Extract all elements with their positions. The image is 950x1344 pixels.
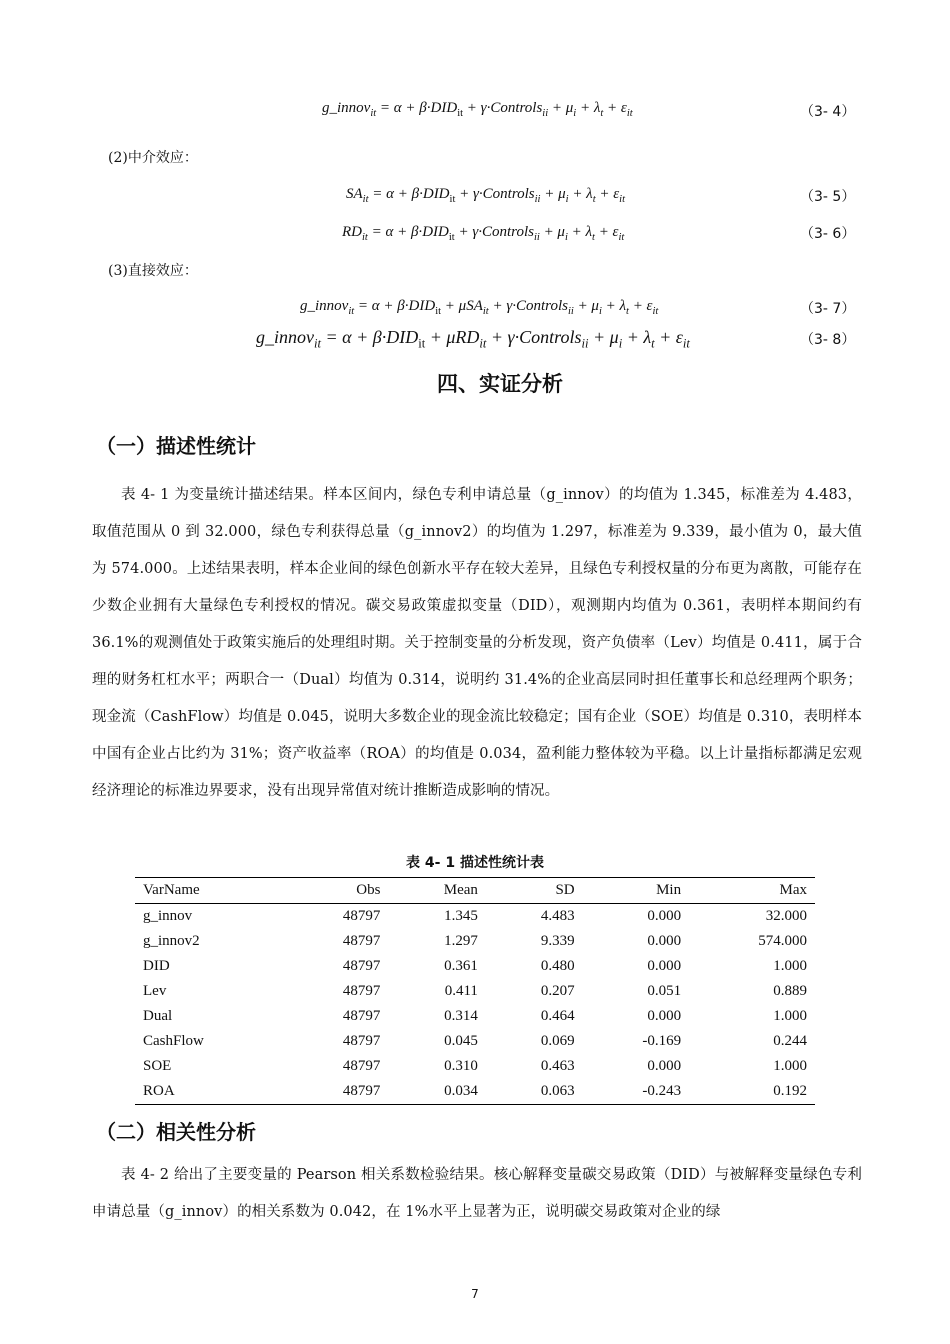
table-cell: DID	[143, 958, 170, 974]
equation-lhs: g_innov	[322, 100, 371, 116]
section-title: 四、实证分析	[437, 372, 563, 396]
table-cell: Dual	[143, 1008, 173, 1024]
table-cell: 48797	[342, 983, 381, 999]
table-cell: ROA	[143, 1083, 175, 1099]
table-row	[135, 1054, 815, 1079]
column-header: Max	[779, 882, 807, 898]
direct-effect-label: (3)直接效应：	[108, 263, 198, 279]
equation-number: （3- 6）	[800, 226, 856, 242]
table-cell: 1.297	[444, 933, 478, 949]
table-cell: 48797	[342, 1083, 381, 1099]
table-cell: 0.045	[444, 1033, 478, 1049]
table-header-row	[135, 878, 815, 904]
table-cell: -0.169	[642, 1033, 682, 1049]
equation-lhs-subscript: it	[348, 306, 355, 317]
equation-3-4: g_innov$_{it}$ = $\alpha + \beta\cdot DID_{it}$ + γ·Controls$_{ii}$ + $\mu_i + \lambda_t + \varepsilon_{it}$	[322, 100, 633, 119]
table-cell: 0.463	[540, 1058, 575, 1074]
subsection-title-descriptive: （一）描述性统计	[96, 434, 256, 458]
table-caption: 表 4- 1 描述性统计表	[406, 855, 544, 871]
equation-lhs-subscript: it	[370, 108, 377, 119]
table-cell: 0.000	[647, 908, 682, 924]
table-cell: 48797	[342, 958, 381, 974]
column-header: Min	[656, 882, 682, 898]
equation-lhs-subscript: it	[314, 336, 321, 351]
table-cell: 0.034	[444, 1083, 478, 1099]
table-row	[135, 979, 815, 1004]
table-cell: 1.000	[773, 958, 807, 974]
table-cell: 0.069	[540, 1033, 575, 1049]
table-cell: 0.000	[647, 933, 682, 949]
table-cell: 0.000	[647, 1058, 682, 1074]
equation-lhs: g_innov	[256, 327, 314, 347]
descriptive-stats-table	[135, 877, 815, 1105]
table-cell: 1.000	[773, 1058, 807, 1074]
equation-lhs-subscript: it	[362, 232, 368, 243]
table-cell: 574.000	[758, 933, 807, 949]
table-cell: 48797	[342, 933, 381, 949]
table-row	[135, 954, 815, 979]
table-cell: 0.314	[444, 1008, 478, 1024]
equation-lhs: g_innov	[300, 298, 349, 314]
equation-3-7: g_innov$_{it}$ = $\alpha + \beta\cdot DID_{it} + \mu SA_{it}$ + γ·Controls$_{ii}$ + $\mu_i + \lambda_t + \varepsilon_{it}$	[300, 298, 659, 317]
table-cell: 0.411	[444, 983, 478, 999]
table-cell: 48797	[342, 1058, 381, 1074]
table-cell: SOE	[143, 1058, 172, 1074]
table-cell: 0.207	[540, 983, 575, 999]
table-cell: Lev	[143, 983, 167, 999]
equation-lhs: SA	[346, 186, 363, 202]
table-cell: 0.464	[540, 1008, 575, 1024]
table-row	[135, 904, 815, 930]
table-cell: 0.000	[647, 958, 682, 974]
table-cell: g_innov	[143, 908, 193, 924]
table-cell: 48797	[342, 908, 381, 924]
column-header: VarName	[143, 882, 200, 898]
subsection-title-correlation: （二）相关性分析	[96, 1120, 256, 1144]
table-row	[135, 1079, 815, 1105]
table-cell: 32.000	[765, 908, 807, 924]
equation-3-6: $RD_{it} = \alpha + \beta\cdot DID_{it}$ + γ·Controls$_{ii}$ + $\mu_i + \lambda_t + \varepsilon_{it}$	[342, 224, 625, 243]
table-cell: 0.063	[540, 1083, 575, 1099]
table-row	[135, 929, 815, 954]
table-cell: 0.480	[540, 958, 575, 974]
table-cell: -0.243	[642, 1083, 682, 1099]
table-cell: 0.000	[647, 1008, 682, 1024]
table-row	[135, 1029, 815, 1054]
column-header: SD	[555, 882, 575, 898]
column-header: Mean	[443, 882, 478, 898]
table-cell: 0.310	[444, 1058, 478, 1074]
table-cell: 9.339	[540, 933, 575, 949]
equation-lhs-subscript: it	[362, 194, 369, 205]
paragraph-descriptive: 表 4- 1 为变量统计描述结果。样本区间内，绿色专利申请总量（g_innov）的均值为 1.345，标准差为 4.483，取值范围从 0 到 32.000，绿色专利获得总量（g_innov2）的均值为 1.297，标准差为 9.339，最小值为 0，最大值为 574.000。上述结果表明，样本企业间的绿色创新水平存在较大差异，且绿色专利授权量的分布更为离散，可能存在少数企业拥有大量绿色专利授权的情况。碳交易政策虚拟变量（DID），观测期内均值为 0.361，表明样本期间约有 36.1%的观测值处于政策实施后的处理组时期。关于控制变量的分析发现，资产负债率（Lev）均值是 0.411，属于合理的财务杠杠水平；两职合一（Dual）均值为 0.314，说明约 31.4%的企业高层同时担任董事长和总经理两个职务；现金流（CashFlow）均值是 0.045，说明大多数企业的现金流比较稳定；国有企业（SOE）均值是 0.310，表明样本中国有企业占比约为 31%；资产收益率（ROA）的均值是 0.034，盈利能力整体较为平稳。以上计量指标都满足宏观经济理论的标准边界要求，没有出现异常值对统计推断造成影响的情况。	[92, 487, 862, 799]
equation-number: （3- 8）	[800, 332, 856, 348]
table-row	[135, 1004, 815, 1029]
table-cell: 48797	[342, 1008, 381, 1024]
table-cell: 0.244	[773, 1033, 807, 1049]
table-cell: CashFlow	[143, 1033, 204, 1049]
mediation-label: (2)中介效应：	[108, 150, 198, 166]
paragraph-correlation: 表 4- 2 给出了主要变量的 Pearson 相关系数检验结果。核心解释变量碳交易政策（DID）与被解释变量绿色专利申请总量（g_innov）的相关系数为 0.042，在 1%水平上显著为正，说明碳交易政策对企业的绿	[92, 1167, 862, 1220]
equation-3-8: g_innov$_{it}$ = $\alpha + \beta\cdot DID_{it} + \mu RD_{it}$ + γ·Controls$_{ii}$ + $\mu_i + \lambda_t + \varepsilon_{it}$	[256, 327, 690, 351]
table-cell: 0.361	[444, 958, 478, 974]
equation-3-5: $SA_{it} = \alpha + \beta\cdot DID_{it}$ + γ·Controls$_{ii}$ + $\mu_i + \lambda_t + \varepsilon_{it}$	[346, 186, 625, 205]
table-cell: 0.192	[773, 1083, 807, 1099]
page-number: 7	[471, 1287, 479, 1301]
equation-lhs: RD	[342, 224, 362, 240]
table-cell: 0.889	[773, 983, 807, 999]
equation-number: （3- 7）	[800, 301, 856, 317]
column-header: Obs	[356, 882, 381, 898]
table-cell: 0.051	[647, 983, 682, 999]
table-cell: 48797	[342, 1033, 381, 1049]
equation-number: （3- 5）	[800, 189, 856, 205]
table-cell: g_innov2	[143, 933, 200, 949]
table-cell: 4.483	[540, 908, 575, 924]
table-cell: 1.345	[444, 908, 478, 924]
table-cell: 1.000	[773, 1008, 807, 1024]
equation-number: （3- 4）	[800, 104, 856, 120]
